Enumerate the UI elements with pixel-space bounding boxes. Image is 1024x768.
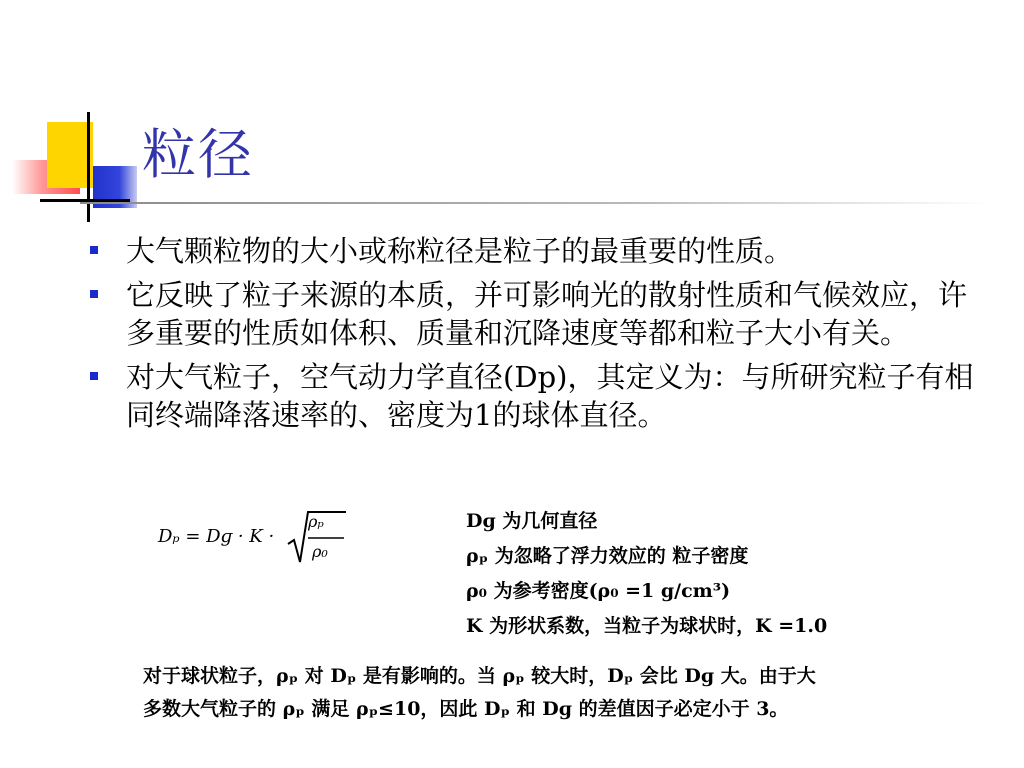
symbol-definitions bbox=[466, 504, 827, 644]
bullet-text: 对大气粒子，空气动力学直径(Dp)，其定义为：与所研究粒子有相同终端降落速率的、密度为1的球体直径。 bbox=[126, 360, 974, 432]
logo-vertical-line bbox=[87, 112, 90, 222]
note-line: 多数大气粒子的 ρₚ 满足 ρₚ≤10，因此 Dₚ 和 Dɡ 的差值因子必定小于 3。 bbox=[143, 698, 789, 720]
aerodynamic-diameter-formula bbox=[158, 508, 348, 570]
bullet-item bbox=[90, 276, 990, 352]
explanatory-note bbox=[143, 660, 923, 726]
square-bullet-icon bbox=[90, 372, 98, 380]
title-underline bbox=[80, 202, 990, 204]
bullet-text: 它反映了粒子来源的本质，并可影响光的散射性质和气候效应，许多重要的性质如体积、质量和沉降速度等都和粒子大小有关。 bbox=[126, 278, 968, 350]
square-bullet-icon bbox=[90, 246, 98, 254]
definition-item: Dɡ 为几何直径 bbox=[466, 510, 598, 532]
definition-item: ρ₀ 为参考密度(ρ₀ =1 g/cm³) bbox=[466, 580, 731, 602]
definition-item: K 为形状系数，当粒子为球状时，K =1.0 bbox=[466, 615, 828, 637]
bullet-text: 大气颗粒物的大小或称粒径是粒子的最重要的性质。 bbox=[126, 234, 794, 268]
definition-item: ρₚ 为忽略了浮力效应的 粒子密度 bbox=[466, 545, 749, 567]
bullet-item bbox=[90, 358, 990, 434]
formula-denominator: ρ₀ bbox=[312, 542, 328, 561]
slide-title: 粒径 bbox=[142, 123, 254, 186]
bullet-item bbox=[90, 232, 990, 270]
formula-lhs: Dₚ = Dɡ · K · bbox=[158, 526, 275, 547]
bullet-list bbox=[90, 232, 990, 440]
square-bullet-icon bbox=[90, 290, 98, 298]
note-line: 对于球状粒子，ρₚ 对 Dₚ 是有影响的。当 ρₚ 较大时，Dₚ 会比 Dɡ 大。由于大 bbox=[143, 665, 816, 687]
formula-numerator: ρₚ bbox=[308, 512, 324, 531]
